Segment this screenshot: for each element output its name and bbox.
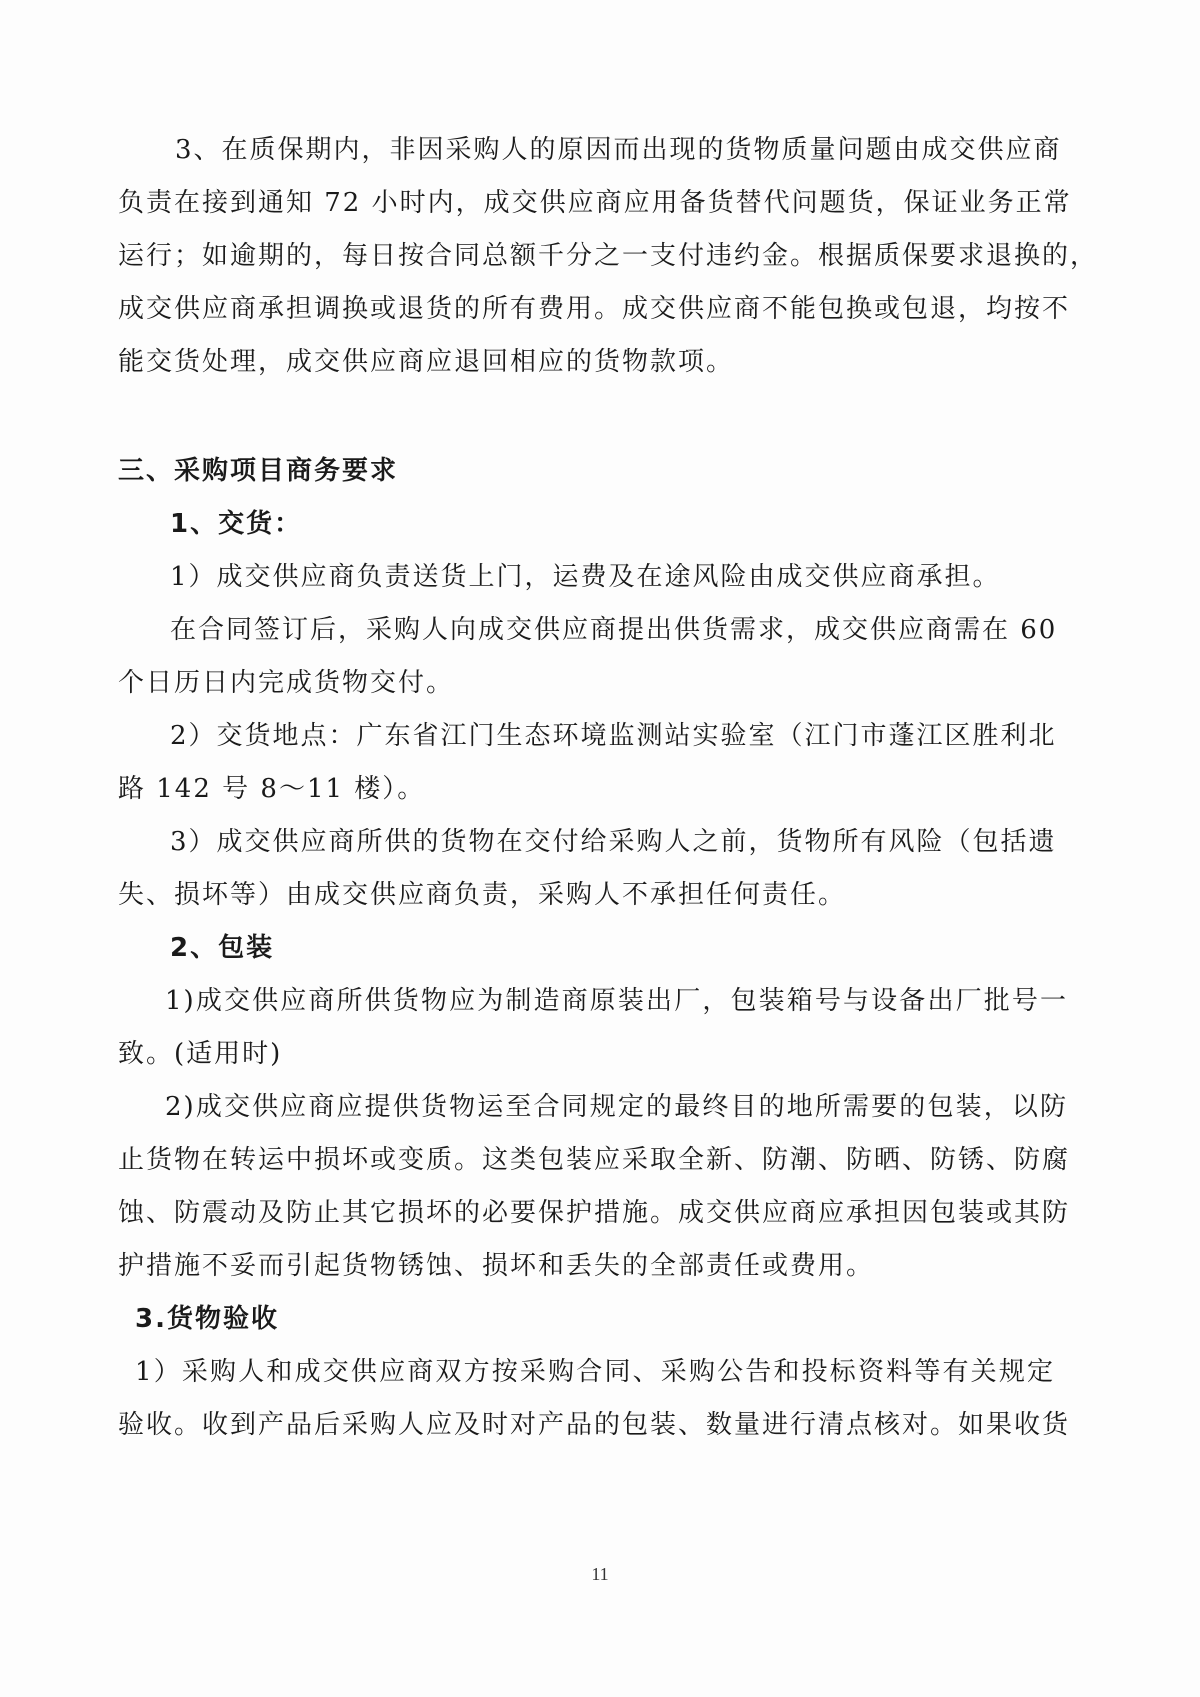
paragraph-line: 3）成交供应商所供的货物在交付给采购人之前，货物所有风险（包括遗 (170, 827, 1057, 857)
paragraph-line: 3、在质保期内，非因采购人的原因而出现的货物质量问题由成交供应商 (175, 135, 1062, 165)
paragraph-line: 1）采购人和成交供应商双方按采购合同、采购公告和投标资料等有关规定 (135, 1357, 1055, 1387)
paragraph-line: 2）交货地点：广东省江门生态环境监测站实验室（江门市蓬江区胜利北 (170, 721, 1057, 751)
paragraph-line: 蚀、防震动及防止其它损坏的必要保护措施。成交供应商应承担因包装或其防 (118, 1198, 1071, 1228)
paragraph-line: 护措施不妥而引起货物锈蚀、损坏和丢失的全部责任或费用。 (118, 1251, 875, 1281)
paragraph-line: 2)成交供应商应提供货物运至合同规定的最终目的地所需要的包装，以防 (165, 1092, 1068, 1122)
page-number: 11 (591, 1564, 609, 1584)
paragraph-line: 致。(适用时) (118, 1039, 283, 1069)
section-heading: 三、采购项目商务要求 (118, 456, 399, 486)
paragraph-line: 能交货处理，成交供应商应退回相应的货物款项。 (118, 347, 735, 377)
paragraph-line: 成交供应商承担调换或退货的所有费用。成交供应商不能包换或包退，均按不 (118, 294, 1071, 324)
paragraph-line: 验收。收到产品后采购人应及时对产品的包装、数量进行清点核对。如果收货 (118, 1410, 1071, 1440)
paragraph-line: 失、损坏等）由成交供应商负责，采购人不承担任何责任。 (118, 880, 847, 910)
paragraph-line: 在合同签订后，采购人向成交供应商提出供货需求，成交供应商需在 60 (170, 615, 1058, 645)
paragraph-line: 1)成交供应商所供货物应为制造商原装出厂，包装箱号与设备出厂批号一 (165, 986, 1068, 1016)
paragraph-line: 止货物在转运中损坏或变质。这类包装应采取全新、防潮、防晒、防锈、防腐 (118, 1145, 1071, 1175)
subsection-heading: 3.货物验收 (135, 1304, 279, 1334)
subsection-heading: 1、交货： (170, 509, 303, 539)
paragraph-line: 个日历日内完成货物交付。 (118, 668, 455, 698)
paragraph-line: 负责在接到通知 72 小时内，成交供应商应用备货替代问题货，保证业务正常 (118, 188, 1072, 218)
paragraph-line: 1）成交供应商负责送货上门，运费及在途风险由成交供应商承担。 (170, 562, 1001, 592)
subsection-heading: 2、包装 (170, 933, 275, 963)
paragraph-line: 路 142 号 8～11 楼）。 (118, 774, 426, 804)
paragraph-line: 运行；如逾期的，每日按合同总额千分之一支付违约金。根据质保要求退换的， (118, 241, 1099, 271)
